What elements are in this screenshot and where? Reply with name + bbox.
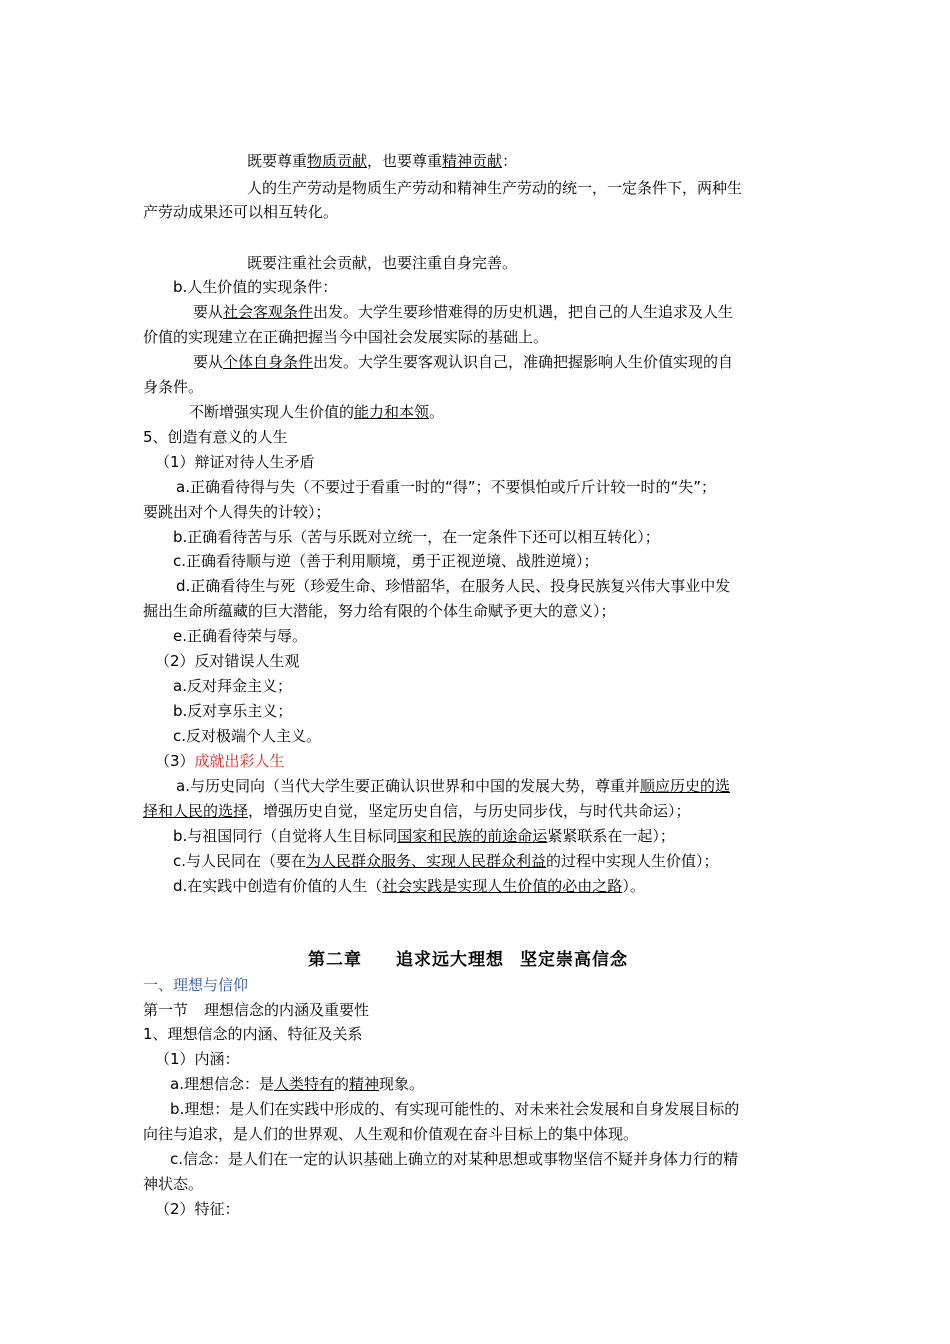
underlined-term: 物质贡献 xyxy=(307,152,368,170)
text-line: 要跳出对个人得失的计较）； xyxy=(143,503,331,521)
underlined-term: 顺应历史的选 xyxy=(639,777,730,795)
text-segment: 的 xyxy=(333,1075,349,1093)
text-segment: 坚定崇高信念 xyxy=(520,950,628,970)
text-line: c.信念：是人们在一定的认识基础上确立的对某种思想或事物坚信不疑并身体力行的精 xyxy=(170,1150,739,1168)
subsection-heading xyxy=(155,750,285,772)
text-line: 向往与追求，是人们的世界观、人生观和价值观在奋斗目标上的集中体现。 xyxy=(143,1125,639,1143)
text-segment: ： xyxy=(502,152,518,170)
underlined-term: 个体自身条件 xyxy=(223,353,314,371)
text-segment: 追求远大理想 xyxy=(396,950,504,970)
chapter-title xyxy=(308,949,628,971)
text-segment: 第二章 xyxy=(308,950,362,970)
subsection-heading: （2）特征： xyxy=(155,1200,240,1218)
text-segment: ，也要尊重 xyxy=(367,152,443,170)
underlined-term: 为人民群众服务、实现人民群众利益 xyxy=(306,852,547,870)
text-line xyxy=(170,1073,424,1095)
section-heading: 1、理想信念的内涵、特征及关系 xyxy=(143,1025,363,1043)
text-segment: a.与历史同向（当代大学生要正确认识世界和中国的发展大势，尊重并 xyxy=(176,777,640,795)
text-segment: 出发。大学生要珍惜难得的历史机遇，把自己的人生追求及人生 xyxy=(313,303,734,321)
text-line: 价值的实现建立在正确把握当今中国社会发展实际的基础上。 xyxy=(143,328,549,346)
text-line: e.正确看待荣与辱。 xyxy=(173,627,307,645)
text-segment: 理想信念的内涵及重要性 xyxy=(204,1001,370,1019)
underlined-term: 社会客观条件 xyxy=(223,303,314,321)
text-line xyxy=(193,351,733,373)
text-line xyxy=(189,401,444,423)
text-line: d.正确看待生与死（珍爱生命、珍惜韶华，在服务人民、投身民族复兴伟大事业中发 xyxy=(176,577,731,595)
text-line: 神状态。 xyxy=(143,1175,204,1193)
text-line xyxy=(173,875,645,897)
text-line: c.正确看待顺与逆（善于利用顺境，勇于正视逆境、战胜逆境）； xyxy=(173,552,599,570)
underlined-term: 精神贡献 xyxy=(442,152,503,170)
text-line: b.反对享乐主义； xyxy=(173,702,293,720)
subsection-heading: （1）辩证对待人生矛盾 xyxy=(155,453,315,471)
underlined-term: 人类特有 xyxy=(273,1075,334,1093)
text-line: c.反对极端个人主义。 xyxy=(173,727,322,745)
text-segment: 既要尊重 xyxy=(247,152,308,170)
text-segment: 出发。大学生要客观认识自己，准确把握影响人生价值实现的自 xyxy=(313,353,734,371)
text-line xyxy=(193,301,733,323)
text-segment: 第一节 xyxy=(143,1001,189,1019)
text-segment: b.与祖国同行（自觉将人生目标同 xyxy=(173,827,398,845)
text-line: 人的生产劳动是物质生产劳动和精神生产劳动的统一，一定条件下，两种生 xyxy=(247,179,743,197)
text-segment: a.理想信念：是 xyxy=(170,1075,274,1093)
text-segment: 要从 xyxy=(193,303,224,321)
text-segment: 现象。 xyxy=(379,1075,425,1093)
text-line: b.理想：是人们在实践中形成的、有实现可能性的、对未来社会发展和自身发展目标的 xyxy=(170,1100,740,1118)
text-line xyxy=(173,850,719,872)
text-line: 产劳动成果还可以相互转化。 xyxy=(143,203,339,221)
text-line: a.反对拜金主义； xyxy=(173,677,292,695)
text-segment: c.与人民同在（要在 xyxy=(173,852,307,870)
text-segment: 紧紧联系在一起）； xyxy=(547,827,675,845)
underlined-term: 社会实践是实现人生价值的必由之路 xyxy=(382,877,623,895)
underlined-term: 精神 xyxy=(349,1075,380,1093)
text-line xyxy=(173,825,675,847)
text-line: a.正确看待得与失（不要过于看重一时的“得”；不要惧怕或斤斤计较一时的“失”； xyxy=(176,478,717,496)
text-line: 掘出生命所蕴藏的巨大潜能，努力给有限的个体生命赋予更大的意义）； xyxy=(143,602,616,620)
section-heading: 一、理想与信仰 xyxy=(143,976,249,994)
underlined-term: 择和人民的选择 xyxy=(143,802,249,820)
text-segment: 要从 xyxy=(193,353,224,371)
section-heading: 5、创造有意义的人生 xyxy=(143,428,288,446)
text-segment: ，增强历史自觉，坚定历史自信，与历史同步伐，与时代共命运）； xyxy=(248,802,691,820)
underlined-term: 国家和民族的前途命运 xyxy=(397,827,548,845)
text-segment: ）。 xyxy=(622,877,645,895)
text-segment: （3） xyxy=(155,752,195,770)
text-segment: 。 xyxy=(429,403,445,421)
section-heading xyxy=(143,999,369,1021)
text-line xyxy=(247,150,517,172)
text-segment: 不断增强实现人生价值的 xyxy=(189,403,355,421)
text-line xyxy=(143,800,691,822)
text-line: 既要注重社会贡献，也要注重自身完善。 xyxy=(247,254,518,272)
text-segment: d.在实践中创造有价值的人生（ xyxy=(173,877,383,895)
subsection-heading: （1）内涵： xyxy=(155,1050,240,1068)
underlined-term: 能力和本领 xyxy=(354,403,430,421)
highlighted-heading: 成就出彩人生 xyxy=(194,752,285,770)
text-line xyxy=(176,775,730,797)
subsection-heading: （2）反对错误人生观 xyxy=(155,652,300,670)
text-segment: 的过程中实现人生价值）； xyxy=(546,852,719,870)
text-line: b.人生价值的实现条件： xyxy=(173,278,338,296)
text-line: 身条件。 xyxy=(143,378,204,396)
text-line: b.正确看待苦与乐（苦与乐既对立统一，在一定条件下还可以相互转化）； xyxy=(173,528,660,546)
